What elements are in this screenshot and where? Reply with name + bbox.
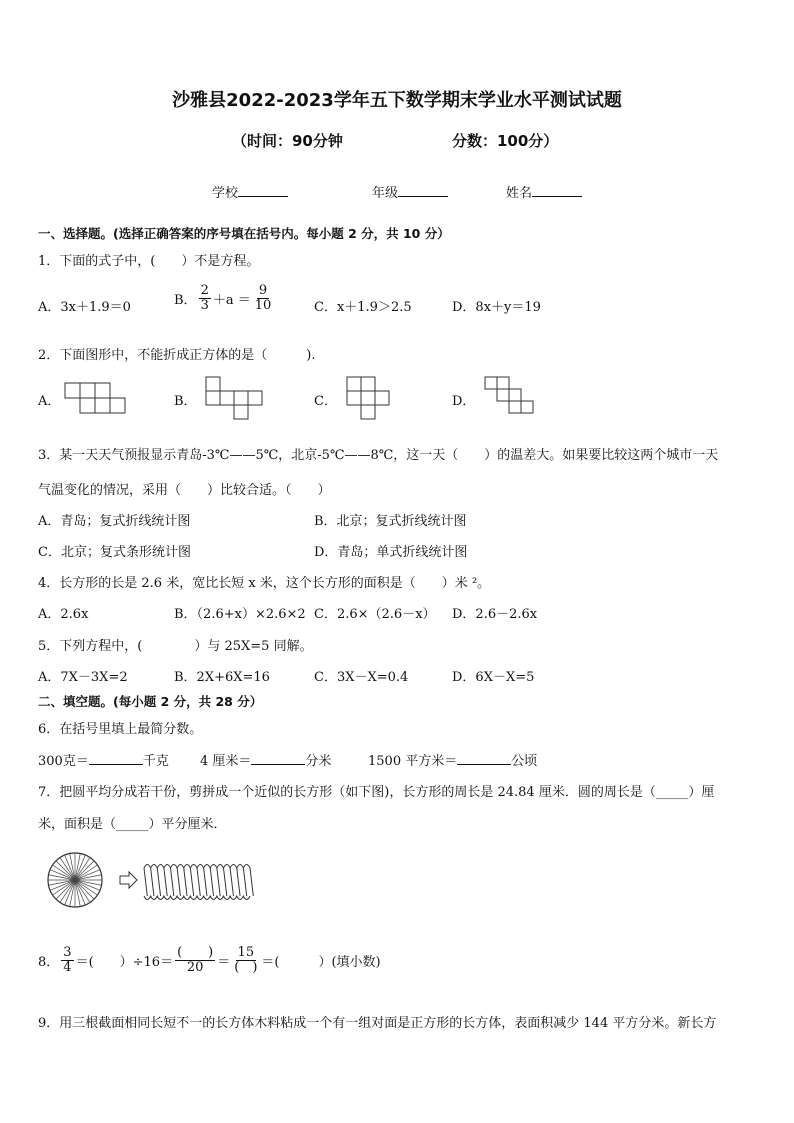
q8-fraction1 (61, 946, 73, 974)
q1-option-c[interactable]: C．x＋1.9＞2.5 (314, 300, 412, 315)
q3-stem-line2: 气温变化的情况，采用（ ）比较合适。（ ） (38, 483, 331, 498)
q2-option-b[interactable]: B． (174, 394, 197, 409)
q3-option-a[interactable]: A．青岛；复式折线统计图 (38, 514, 191, 529)
q6-part2-text: 4 厘米＝ (200, 754, 252, 769)
exam-score: 分数：100分） (452, 132, 559, 150)
q4-option-d[interactable]: D．2.6－2.6x (452, 607, 538, 622)
q8-prefix: 8． (38, 954, 60, 970)
fraction-denominator: 20 (186, 959, 204, 975)
q5-option-d[interactable]: D．6X－X=5 (452, 670, 535, 685)
q1-b-prefix: B． (174, 292, 197, 308)
q2-option-d[interactable]: D． (452, 394, 476, 409)
q4-option-c[interactable]: C．2.6×（2.6－x） (314, 607, 436, 622)
q2-option-a[interactable]: A． (38, 394, 61, 409)
q5-option-b[interactable]: B．2X+6X=16 (174, 670, 270, 685)
school-field[interactable] (212, 182, 288, 201)
q6-unit1: 千克 (142, 754, 169, 769)
q3-option-b[interactable]: B．北京；复式折线统计图 (314, 514, 467, 529)
q7-figure (44, 850, 254, 912)
q1-stem: 1．下面的式子中，( ）不是方程。 (38, 254, 260, 269)
grade-label: 年级 (372, 186, 399, 201)
q6-part1-text: 300克＝ (38, 754, 89, 769)
q4-option-a[interactable]: A．2.6x (38, 607, 89, 622)
q5-option-c[interactable]: C．3X－X=0.4 (314, 670, 409, 685)
q7-line2: 米，面积是（_____）平分厘米． (38, 817, 227, 832)
grade-blank[interactable] (398, 184, 448, 197)
grade-field[interactable] (372, 182, 448, 201)
q4-option-b[interactable]: B．（2.6+x）×2.6×2 (174, 607, 306, 622)
section1-heading: 一、选择题。(选择正确答案的序号填在括号内。每小题 2 分，共 10 分） (38, 226, 450, 241)
q1-b-mid: ＋a ＝ (212, 292, 251, 308)
q3-stem-line1: 3．某一天天气预报显示青岛-3℃——5℃，北京-5℃——8℃，这一天（ ）的温差大。如果要比较这两个城市一天 (38, 448, 719, 463)
q3-option-c[interactable]: C．北京；复式条形统计图 (38, 545, 191, 560)
fraction-denominator[interactable]: ( ) (234, 959, 258, 975)
q6-part2 (200, 750, 331, 769)
school-blank[interactable] (238, 184, 288, 197)
exam-time: （时间：90分钟 (232, 132, 343, 150)
q9-line1: 9．用三根截面相同长短不一的长方体木料粘成一个有一组对面是正方形的长方体，表面积减少 144 平方分米。新长方 (38, 1016, 717, 1031)
q5-option-a[interactable]: A．7X－3X=2 (38, 670, 128, 685)
section2-heading: 二、填空题。(每小题 2 分，共 28 分） (38, 694, 263, 709)
fraction-denominator: 3 (200, 297, 209, 313)
q2-net-d (484, 376, 534, 416)
q2-net-a (64, 382, 128, 414)
q8-equals: ＝ (217, 954, 231, 970)
q5-stem: 5．下列方程中，( ）与 25X=5 同解。 (38, 639, 313, 654)
fraction-numerator: 9 (258, 283, 268, 298)
q1-b-fraction1 (199, 284, 211, 312)
q1-b-fraction2 (253, 284, 274, 312)
q8-tail: ＝( ）(填小数) (261, 954, 381, 970)
q2-net-b (205, 376, 267, 422)
q6-unit2: 分米 (305, 754, 332, 769)
q1-option-b[interactable] (174, 284, 275, 312)
name-blank[interactable] (532, 184, 582, 197)
q2-option-c[interactable]: C． (314, 394, 337, 409)
q6-part3 (368, 750, 537, 769)
q1-option-a[interactable]: A．3x＋1.9＝0 (38, 300, 131, 315)
fraction-denominator: 10 (254, 297, 272, 313)
q8-equation (38, 946, 381, 974)
name-label: 姓名 (506, 186, 533, 201)
q7-line1: 7．把圆平均分成若干份，剪拼成一个近似的长方形（如下图)，长方形的周长是 24.84 厘米．圆的周长是（_____）厘 (38, 785, 715, 800)
name-field[interactable] (506, 182, 582, 201)
fraction-denominator: 4 (63, 959, 72, 975)
fraction-numerator: 2 (200, 283, 209, 298)
q6-part3-text: 1500 平方米＝ (368, 754, 458, 769)
sector-edge (250, 868, 253, 896)
fraction-numerator: 3 (63, 945, 72, 960)
page-title: 沙雅县2022-2023学年五下数学期末学业水平测试试题 (172, 90, 622, 111)
fraction-numerator[interactable]: ( ) (177, 945, 214, 960)
q8-mid: ＝( ）÷16＝ (75, 954, 174, 970)
q1-option-d[interactable]: D．8x＋y＝19 (452, 300, 541, 315)
sectored-circle-icon (48, 853, 102, 907)
arrow-right-icon (120, 872, 137, 888)
q6-unit3: 公顷 (511, 754, 538, 769)
q6-blank3[interactable] (457, 752, 511, 765)
q8-fraction3[interactable] (232, 946, 259, 974)
approx-rectangle-icon (144, 864, 253, 900)
q2-stem: 2．下面图形中，不能折成正方体的是（ ). (38, 348, 316, 363)
q6-part1 (38, 750, 169, 769)
q6-blank1[interactable] (89, 752, 143, 765)
fraction-numerator: 15 (237, 945, 255, 960)
q6-stem: 6．在括号里填上最简分数。 (38, 722, 203, 737)
q4-stem: 4．长方形的长是 2.6 米，宽比长短 x 米，这个长方形的面积是（ ）米 ²。 (38, 576, 491, 591)
q2-net-c (346, 376, 402, 422)
q8-fraction2[interactable] (175, 946, 215, 974)
q3-option-d[interactable]: D．青岛；单式折线统计图 (314, 545, 468, 560)
school-label: 学校 (212, 186, 239, 201)
q6-blank2[interactable] (251, 752, 305, 765)
